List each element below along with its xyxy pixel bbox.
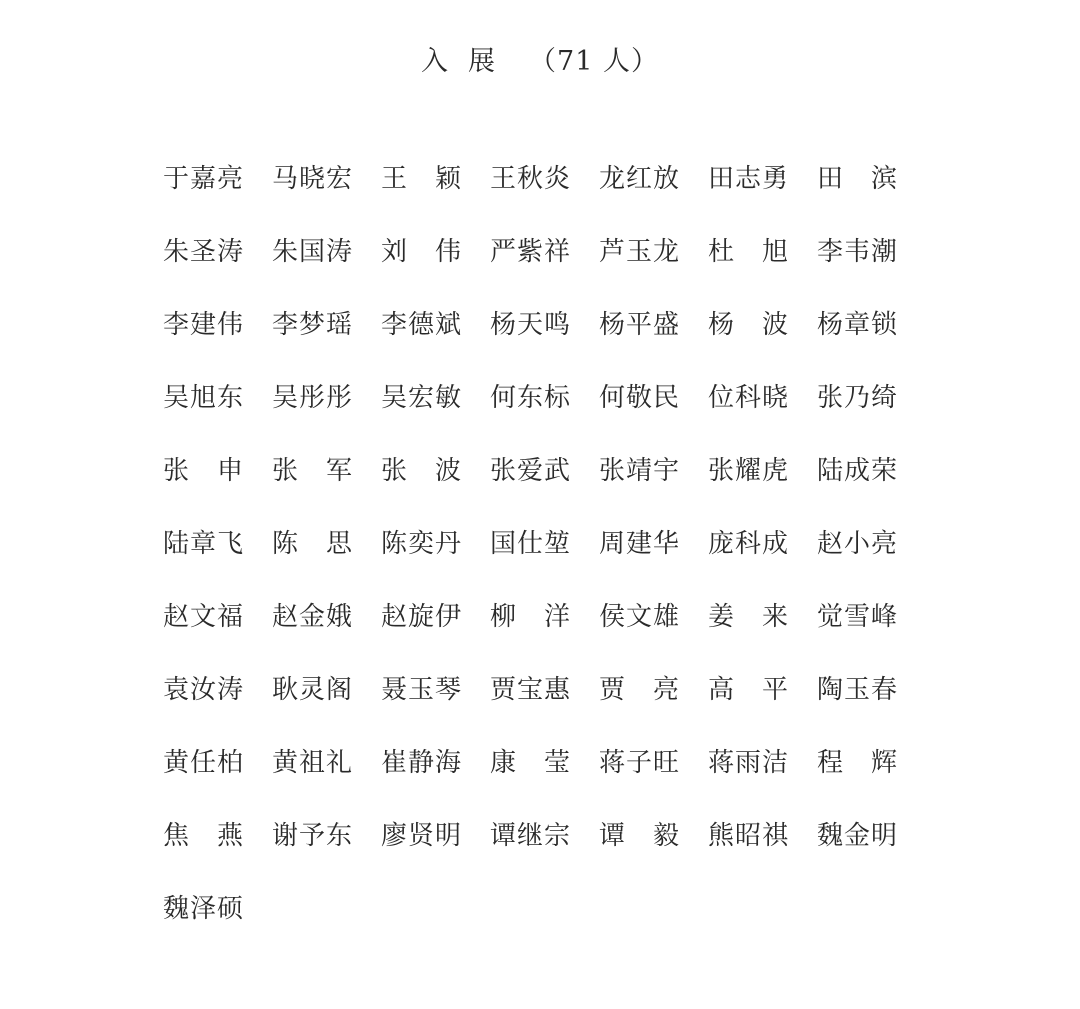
list-item: 陈奕丹: [381, 529, 463, 559]
list-item: 李德斌: [381, 310, 463, 340]
list-item: 何东标: [490, 383, 572, 413]
list-item: 黄祖礼: [272, 748, 354, 778]
list-item: 朱国涛: [272, 237, 354, 267]
list-item: 陆成荣: [817, 456, 899, 486]
title-count: （71 人）: [529, 46, 659, 77]
list-item: 贾 亮: [599, 675, 679, 705]
list-item: 张靖宇: [599, 456, 681, 486]
list-item: 刘 伟: [381, 237, 461, 267]
title-label: 入展: [421, 46, 516, 77]
list-item: 谭 毅: [599, 821, 679, 851]
list-item: 于嘉亮: [163, 164, 245, 194]
name-list: [163, 152, 923, 955]
list-item: 赵小亮: [817, 529, 899, 559]
list-item: 庞科成: [708, 529, 790, 559]
list-item: 谢予东: [272, 821, 354, 851]
list-item: 赵金娥: [272, 602, 354, 632]
list-item: 张耀虎: [708, 456, 790, 486]
list-item: 陈 思: [272, 529, 352, 559]
list-item: 吴宏敏: [381, 383, 463, 413]
list-item: 康 莹: [490, 748, 570, 778]
list-item: 龙红放: [599, 164, 681, 194]
list-item: 聂玉琴: [381, 675, 463, 705]
list-item: 杜 旭: [708, 237, 788, 267]
list-item: 位科晓: [708, 383, 790, 413]
list-item: 田 滨: [817, 164, 897, 194]
list-item: 陶玉春: [817, 675, 899, 705]
list-item: 李梦瑶: [272, 310, 354, 340]
list-item: 马晓宏: [272, 164, 354, 194]
list-item: 熊昭祺: [708, 821, 790, 851]
list-item: 魏泽硕: [163, 894, 245, 924]
list-item: 耿灵阁: [272, 675, 354, 705]
list-item: 吴彤彤: [272, 383, 354, 413]
list-item: 吴旭东: [163, 383, 245, 413]
list-item: 陆章飞: [163, 529, 245, 559]
list-item: 何敬民: [599, 383, 681, 413]
list-item: 杨平盛: [599, 310, 681, 340]
page-title: [0, 38, 1080, 86]
list-item: 张 申: [163, 456, 243, 486]
list-item: 贾宝惠: [490, 675, 572, 705]
list-item: 李韦潮: [817, 237, 899, 267]
list-item: 杨 波: [708, 310, 788, 340]
list-item: 王 颖: [381, 164, 461, 194]
list-item: 王秋炎: [490, 164, 572, 194]
list-item: 黄任柏: [163, 748, 245, 778]
list-item: 谭继宗: [490, 821, 572, 851]
list-item: 芦玉龙: [599, 237, 681, 267]
list-item: 蒋子旺: [599, 748, 681, 778]
list-item: 张爱武: [490, 456, 572, 486]
list-item: 觉雪峰: [817, 602, 899, 632]
list-item: 焦 燕: [163, 821, 243, 851]
list-item: 廖贤明: [381, 821, 463, 851]
list-item: 侯文雄: [599, 602, 681, 632]
list-item: 赵文福: [163, 602, 245, 632]
list-item: 杨天鸣: [490, 310, 572, 340]
list-item: 高 平: [708, 675, 788, 705]
list-item: 姜 来: [708, 602, 788, 632]
list-item: 田志勇: [708, 164, 790, 194]
list-item: 张乃绮: [817, 383, 899, 413]
list-item: 张 军: [272, 456, 352, 486]
list-item: 魏金明: [817, 821, 899, 851]
list-item: 柳 洋: [490, 602, 570, 632]
list-item: 程 辉: [817, 748, 897, 778]
list-item: 严紫祥: [490, 237, 572, 267]
list-item: 崔静海: [381, 748, 463, 778]
list-item: 国仕堃: [490, 529, 572, 559]
list-item: 蒋雨洁: [708, 748, 790, 778]
list-item: 李建伟: [163, 310, 245, 340]
list-item: 周建华: [599, 529, 681, 559]
list-item: 朱圣涛: [163, 237, 245, 267]
list-item: 杨章锁: [817, 310, 899, 340]
list-item: 袁汝涛: [163, 675, 245, 705]
list-item: 张 波: [381, 456, 461, 486]
list-item: 赵旋伊: [381, 602, 463, 632]
